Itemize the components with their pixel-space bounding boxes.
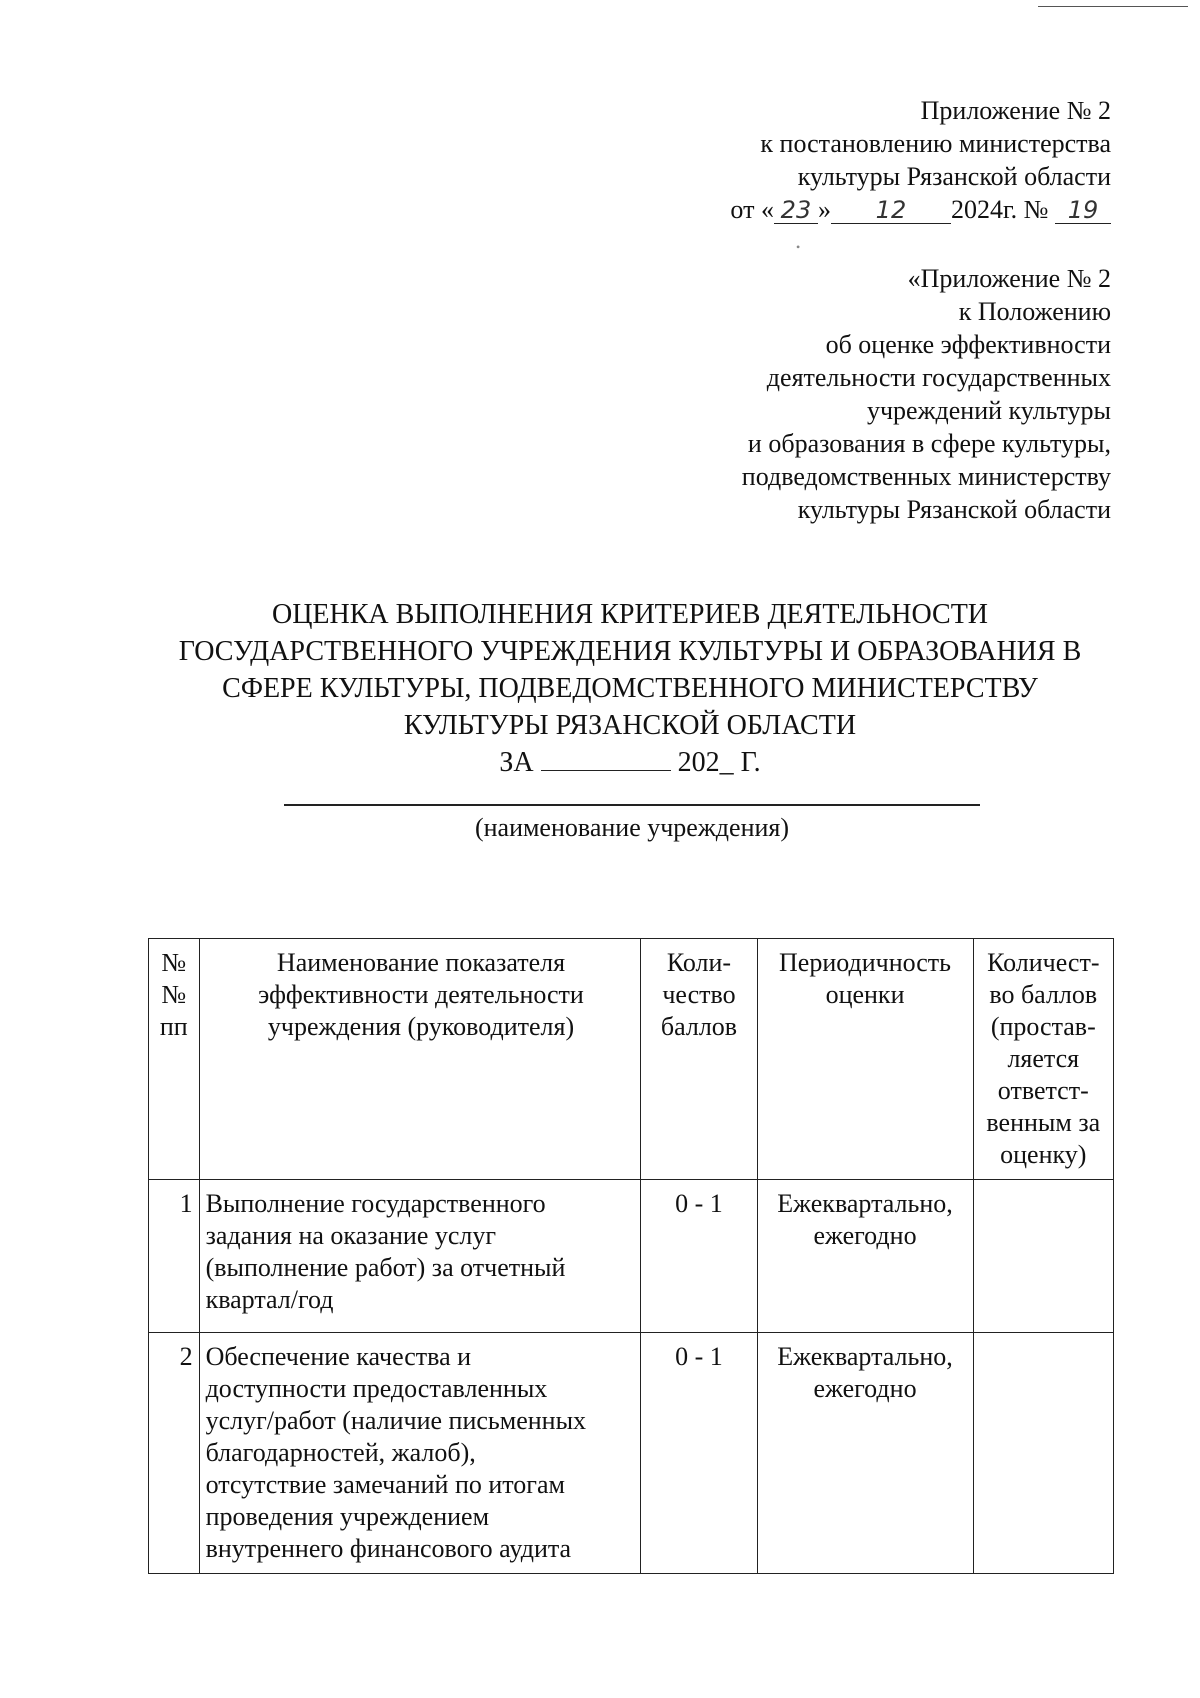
- title-period: [100, 744, 1160, 781]
- cell-text: ежегодно: [813, 1221, 917, 1250]
- title-line: ОЦЕНКА ВЫПОЛНЕНИЯ КРИТЕРИЕВ ДЕЯТЕЛЬНОСТИ: [271, 599, 989, 630]
- header-text: Периодичность: [779, 948, 952, 977]
- cell-assigned-score: [973, 1180, 1113, 1333]
- header-text: Количест-: [987, 948, 1100, 977]
- table-row: [149, 1333, 1114, 1574]
- cell-num: 2: [149, 1333, 200, 1574]
- cell-period: [757, 1180, 973, 1333]
- cell-text: ежегодно: [813, 1374, 917, 1403]
- decree-line-1: Приложение № 2: [920, 96, 1111, 125]
- cell-text: благодарностей, жалоб),: [205, 1438, 476, 1467]
- cell-text: отсутствие замечаний по итогам: [205, 1470, 565, 1499]
- cell-text: Ежеквартально,: [777, 1342, 953, 1371]
- decree-line-2: к постановлению министерства: [760, 129, 1111, 158]
- header-text: Коли-: [666, 948, 732, 977]
- header-text: №: [161, 948, 187, 977]
- title-line: СФЕРЕ КУЛЬТУРЫ, ПОДВЕДОМСТВЕННОГО МИНИСТЕРСТВУ: [222, 673, 1038, 704]
- cell-score: 0 - 1: [641, 1333, 757, 1574]
- cell-num: 1: [149, 1180, 200, 1333]
- cell-text: Обеспечение качества и: [205, 1342, 472, 1371]
- cell-text: (выполнение работ) за отчетный: [205, 1253, 566, 1282]
- institution-name-line: [284, 804, 980, 806]
- date-year: 2024г. №: [950, 195, 1049, 224]
- cell-name: [199, 1333, 641, 1574]
- header-text: учреждения (руководителя): [267, 1012, 575, 1041]
- header-text: чество: [662, 980, 736, 1009]
- title-line: КУЛЬТУРЫ РЯЗАНСКОЙ ОБЛАСТИ: [403, 710, 857, 741]
- cell-name: [199, 1180, 641, 1333]
- cell-text: доступности предоставленных: [205, 1374, 548, 1403]
- annex-line: и образования в сфере культуры,: [747, 429, 1111, 458]
- header-text: пп: [159, 1012, 188, 1041]
- header-text: Наименование показателя: [276, 948, 566, 977]
- criteria-table: [148, 938, 1114, 1574]
- header-text: оценку): [1000, 1140, 1087, 1169]
- header-text: во баллов: [989, 980, 1098, 1009]
- annex-line: учреждений культуры: [866, 396, 1111, 425]
- header-text: баллов: [660, 1012, 738, 1041]
- header-period: [757, 939, 973, 1180]
- annex-line: «Приложение № 2: [907, 264, 1111, 293]
- scan-edge-line: [1038, 6, 1188, 7]
- handwritten-month: 12: [831, 197, 951, 224]
- header-text: венным за: [986, 1108, 1101, 1137]
- cell-assigned-score: [973, 1333, 1113, 1574]
- annex-line: культуры Рязанской области: [797, 495, 1111, 524]
- cell-text: Выполнение государственного: [205, 1189, 546, 1218]
- header-text: №: [161, 980, 187, 1009]
- scan-speck: •: [796, 240, 801, 254]
- cell-score: 0 - 1: [641, 1180, 757, 1333]
- period-suffix: 202_ Г.: [677, 747, 761, 778]
- header-text: ответст-: [997, 1076, 1089, 1105]
- annex-line: подведомственных министерству: [741, 462, 1111, 491]
- header-assigned-score: [973, 939, 1113, 1180]
- annex-line: к Положению: [958, 297, 1111, 326]
- header-text: (простав-: [990, 1012, 1096, 1041]
- cell-text: внутреннего финансового аудита: [205, 1534, 572, 1563]
- header-text: оценки: [825, 980, 905, 1009]
- decree-date-line: [730, 193, 1111, 226]
- handwritten-number: 19: [1055, 197, 1111, 224]
- decree-line-3: культуры Рязанской области: [797, 162, 1111, 191]
- cell-text: услуг/работ (наличие письменных: [205, 1406, 587, 1435]
- institution-caption: (наименование учреждения): [474, 813, 790, 842]
- header-score: [641, 939, 757, 1180]
- header-num: [149, 939, 200, 1180]
- title-line: ГОСУДАРСТВЕННОГО УЧРЕЖДЕНИЯ КУЛЬТУРЫ И ОБРАЗОВАНИЯ В: [178, 636, 1082, 667]
- annex-line: об оценке эффективности: [825, 330, 1111, 359]
- period-prefix: ЗА: [499, 747, 534, 778]
- annex-line: деятельности государственных: [766, 363, 1111, 392]
- cell-text: проведения учреждением: [205, 1502, 490, 1531]
- table-row: [149, 1180, 1114, 1333]
- header-text: ляется: [1007, 1044, 1080, 1073]
- cell-text: квартал/год: [205, 1285, 334, 1314]
- annex-note: [742, 262, 1111, 526]
- header-name: [199, 939, 641, 1180]
- header-text: эффективности деятельности: [258, 980, 584, 1009]
- decree-reference: [730, 94, 1111, 226]
- date-prefix: от «: [730, 195, 774, 224]
- cell-period: [757, 1333, 973, 1574]
- table-header-row: [149, 939, 1114, 1180]
- document-title: [100, 596, 1160, 781]
- cell-text: Ежеквартально,: [777, 1189, 953, 1218]
- date-mid: »: [817, 195, 831, 224]
- handwritten-day: 23: [774, 197, 818, 224]
- period-blank: [541, 746, 671, 771]
- cell-text: задания на оказание услуг: [205, 1221, 497, 1250]
